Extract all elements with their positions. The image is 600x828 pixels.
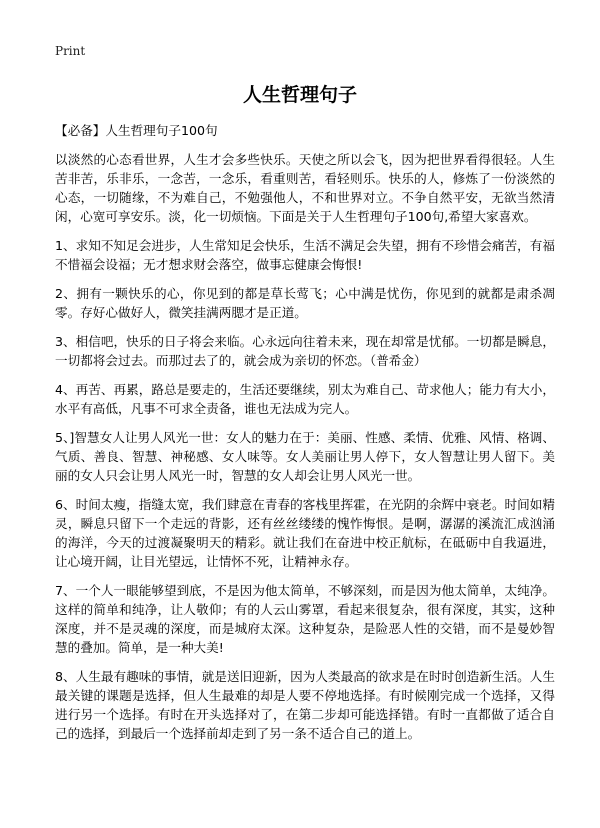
page-title: 人生哲理句子 bbox=[242, 84, 357, 106]
quote-paragraph-6: 6、时间太瘦，指缝太宽，我们肆意在青春的客栈里挥霍，在光阴的余辉中衰老。时间如精灵，瞬息只留下一个走远的背影，还有丝丝缕缕的愧怍悔恨。是啊，潺潺的溪流汇成汹涌的海洋，今天的过渡凝聚明天的精彩。就让我们在奋进中校正航标，在砥砺中自我逼进，让心境开阔，让目光望远，让情怀不死，让精神永存。 bbox=[55, 497, 555, 569]
quote-paragraph-7: 7、一个人一眼能够望到底，不是因为他太简单，不够深刻，而是因为他太简单，太纯净。这样的简单和纯净，让人敬仰；有的人云山雾罩，看起来很复杂，很有深度，其实，这种深度，并不是灵魂的深度，而是城府太深。这种复杂，是险恶人性的交错，而不是曼妙智慧的叠加。简单，是一种大美! bbox=[55, 583, 555, 655]
quote-paragraph-2: 2、拥有一颗快乐的心，你见到的都是草长莺飞；心中满是忧伤，你见到的就都是肃杀凋零。存好心做好人，微笑挂满两腮才是正道。 bbox=[55, 286, 555, 320]
print-link[interactable]: Print bbox=[55, 44, 86, 58]
quote-paragraph-4: 4、再苦、再累，路总是要走的，生活还要继续，别太为难自己、苛求他人；能力有大小，水平有高低，凡事不可求全责备，谁也无法成为完人。 bbox=[55, 382, 555, 416]
quote-paragraph-3: 3、相信吧，快乐的日子将会来临。心永远向往着未来，现在却常是忧郁。一切都是瞬息，一切都将会过去。而那过去了的，就会成为亲切的怀恋。（普希金） bbox=[55, 334, 555, 368]
intro-paragraph: 以淡然的心态看世界，人生才会多些快乐。天使之所以会飞，因为把世界看得很轻。人生苦非苦，乐非乐，一念苦，一念乐，看重则苦，看轻则乐。快乐的人，修炼了一份淡然的心态，一切随缘，不为难自己，不勉强他人，不和世界对立。不争自然平安，无欲当然清闲，心宽可享安乐。淡，化一切烦恼。下面是关于人生哲理句子100句,希望大家喜欢。 bbox=[55, 152, 555, 224]
quote-paragraph-8: 8、人生最有趣味的事情，就是送旧迎新，因为人类最高的欲求是在时时创造新生活。人生最关键的课题是选择，但人生最难的却是人要不停地选择。有时候刚完成一个选择，又得进行另一个选择。有时在开头选择对了，在第二步却可能选择错。有时一直都做了适合自己的选择，到最后一个选择前却走到了另一条不适合自己的道上。 bbox=[55, 669, 555, 741]
article-body bbox=[55, 121, 555, 753]
quote-paragraph-5: 5、]智慧女人让男人风光一世：女人的魅力在于：美丽、性感、柔情、优雅、风情、格调、气质、善良、智慧、神秘感、女人味等。女人美丽让男人停下，女人智慧让男人留下。美丽的女人只会让男人风光一时，智慧的女人却会让男人风光一世。 bbox=[55, 430, 555, 483]
article-subtitle: 【必备】人生哲理句子100句 bbox=[55, 123, 218, 138]
quote-paragraph-1: 1、求知不知足会进步，人生常知足会快乐，生活不满足会失望，拥有不珍惜会痛苦，有福不惜福会设福；无才想求财会落空，做事忘健康会悔恨! bbox=[55, 238, 555, 272]
